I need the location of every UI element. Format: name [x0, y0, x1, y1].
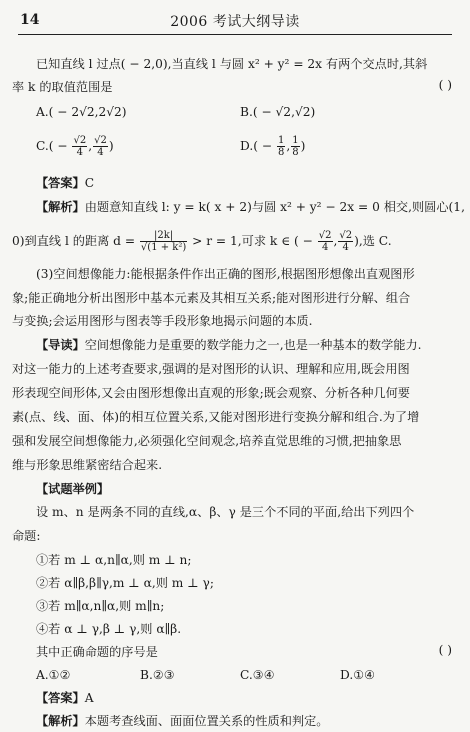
q1-stem-line-2: 率 k 的取值范围是: [12, 80, 113, 94]
frac-numerator: 1: [292, 135, 299, 146]
frac-numerator: √2: [73, 135, 87, 146]
example-answer: [36, 689, 466, 707]
guide-line-2: 对这一能力的上述考查要求,强调的是对图形的认识、理解和应用,既会用图: [12, 362, 410, 376]
analysis-text: > r = 1,可求 k ∈ ( −: [188, 234, 317, 248]
q1-option-d: D.( − $\frac{1}{8}$ , $\frac{1}{8}$ ): [240, 135, 306, 158]
para3-line-1: (3)空间想像能力:能根据条件作出正确的图形,根据图形想像出直观图形: [36, 267, 415, 281]
guide-text: 空间想像能力是重要的数学能力之一,也是一种基本的数学能力.: [84, 338, 422, 352]
q1-option-c-frac-1: [72, 135, 87, 158]
proposition-3: ③若 m∥α,n∥α,则 m∥n;: [36, 599, 165, 613]
q1-option-b: B.( − √2,√2): [240, 105, 316, 119]
example-answer-paren: ( ): [438, 643, 452, 657]
proposition-2: ②若 α∥β,β∥γ,m ⊥ α,则 m ⊥ γ;: [36, 576, 214, 590]
guide-line-5: 强和发展空间想像能力,必须强化空间观念,培养直觉思维的习惯,把抽象思: [12, 434, 402, 448]
example-label: 【试题举例】: [36, 482, 110, 496]
frac-denominator: √(1 + k²): [140, 242, 187, 253]
q1-analysis-line-2: 0)到直线 l 的距离 d = $\frac{|2k|}{\text{√(1 + k²)}}$ > r = 1,可求 k ∈ ( − $\frac{√2}{4}$ , $\frac{√2}{4}$ ),选 C.: [12, 230, 392, 253]
running-title: 2006 考试大纲导读: [170, 14, 300, 30]
frac-numerator: √2: [94, 135, 107, 146]
q1-option-d-frac-1: [277, 135, 285, 158]
example-stem-line-1: 设 m、n 是两条不同的直线,α、β、γ 是三个不同的平面,给出下列四个: [36, 505, 415, 519]
frac-numerator: |2k|: [140, 230, 187, 242]
frac-numerator: 1: [277, 135, 285, 146]
answer-label: 【答案】: [36, 176, 85, 190]
para3-line-3: 与变换;会运用图形与图表等手段形象地揭示问题的本质.: [12, 314, 313, 328]
frac-denominator: 4: [97, 147, 104, 158]
guide-line-3: 形表现空间形体,又会由图形想像出直观的形象;既会观察、分析各种几何要: [12, 386, 410, 400]
frac-numerator: √2: [318, 230, 332, 241]
q1-stem-line-1: 已知直线 l 过点( − 2,0),当直线 l 与圆 x² + y² = 2x 有两个交点时,其斜: [36, 57, 428, 71]
q1-option-d-frac-2: [291, 135, 299, 158]
guide-line-4: 素(点、线、面、体)的相互位置关系,又能对图形进行变换分解和组合.为了增: [12, 410, 420, 424]
answer-value: C: [84, 176, 95, 190]
example-option-b: B.②③: [140, 668, 175, 682]
q1-analysis-line-1: [36, 198, 466, 216]
frac-denominator: 8: [292, 147, 299, 158]
page-number: 14: [20, 12, 40, 28]
q1-option-d-prefix: D.( −: [240, 139, 276, 153]
example-analysis: [36, 712, 466, 730]
example-question: 其中正确命题的序号是: [36, 645, 158, 659]
guide-line-6: 维与形象思维紧密结合起来.: [12, 458, 163, 472]
distance-fraction: [140, 230, 187, 253]
frac-denominator: 4: [76, 147, 84, 158]
proposition-1: ①若 m ⊥ α,n∥α,则 m ⊥ n;: [36, 553, 192, 567]
guide-label: 【导读】: [36, 338, 85, 352]
k-range-frac-1: [318, 230, 333, 253]
answer-value: A: [84, 691, 94, 705]
frac-denominator: 8: [277, 147, 285, 158]
k-range-frac-2: [338, 230, 353, 253]
page-header: [0, 0, 470, 36]
example-option-d: D.①④: [340, 668, 376, 682]
q1-option-c-prefix: C.( −: [36, 139, 72, 153]
analysis-text: ),选 C.: [354, 234, 392, 248]
header-rule: [18, 34, 452, 35]
para3-line-2: 象;能正确地分析出图形中基本元素及其相互关系;能对图形进行分解、组合: [12, 291, 411, 305]
analysis-text: 由题意知直线 l: y = k( x + 2)与圆 x² + y² − 2x = 0 相交,则圆心(1,: [84, 200, 465, 214]
q1-answer: [36, 174, 466, 192]
analysis-text: 0)到直线 l 的距离 d =: [12, 234, 139, 248]
example-option-c: C.③④: [240, 668, 275, 682]
q1-option-a: A.( − 2√2,2√2): [36, 105, 127, 119]
example-option-a: A.①②: [36, 668, 71, 682]
q1-option-c-frac-2: [93, 135, 108, 158]
q1-answer-paren: ( ): [438, 78, 452, 92]
answer-label: 【答案】: [36, 691, 85, 705]
frac-denominator: 4: [321, 242, 329, 253]
example-stem-line-2: 命题:: [12, 529, 41, 543]
q1-option-c: C.( − $\frac{√2}{4}$ , $\frac{√2}{4}$ ): [36, 135, 114, 158]
proposition-4: ④若 α ⊥ γ,β ⊥ γ,则 α∥β.: [36, 622, 182, 636]
analysis-label: 【解析】: [36, 714, 85, 728]
guide-line-1: [36, 336, 466, 354]
frac-numerator: √2: [339, 230, 353, 241]
analysis-text: 本题考查线面、面面位置关系的性质和判定。: [84, 714, 329, 728]
analysis-label: 【解析】: [36, 200, 85, 214]
frac-denominator: 4: [342, 242, 349, 253]
